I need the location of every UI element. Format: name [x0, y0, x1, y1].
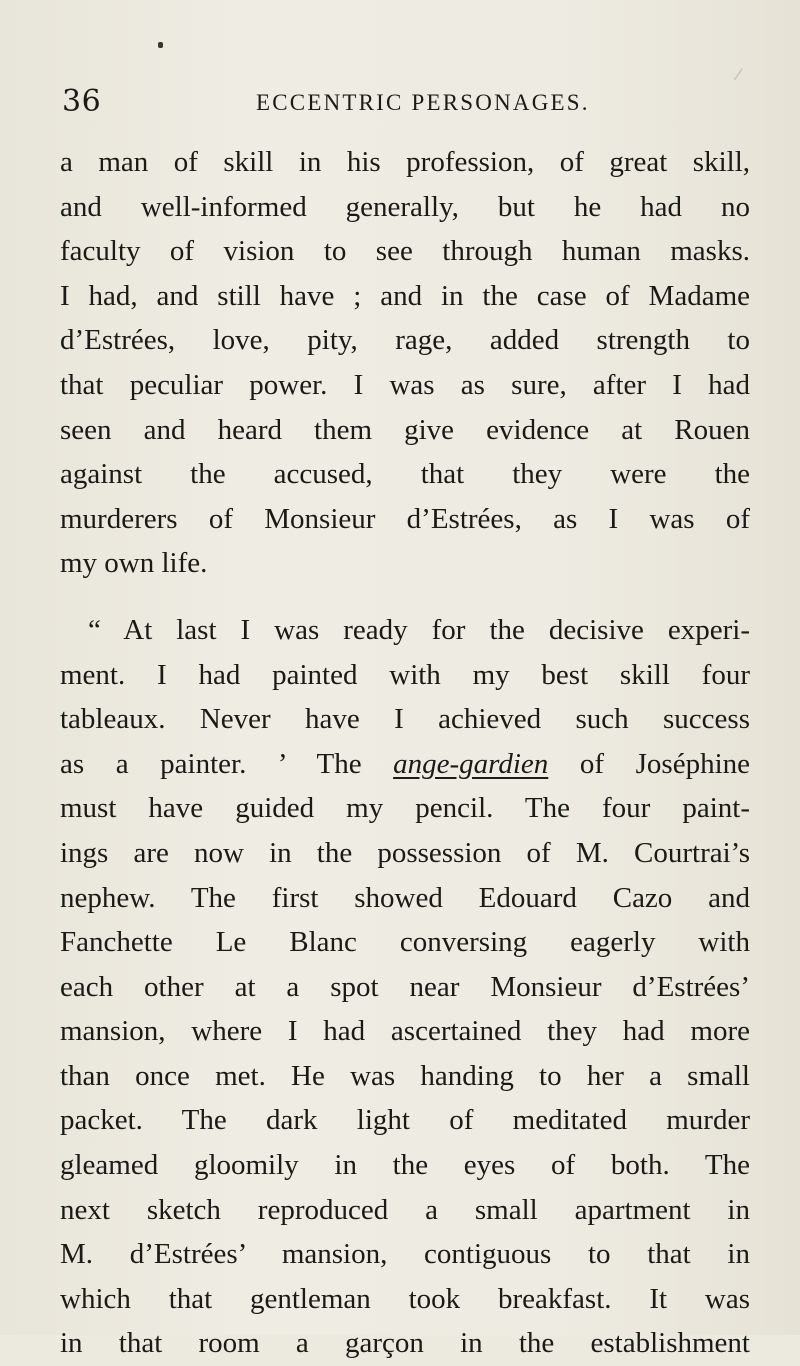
text-line-with-italic — [60, 742, 750, 787]
text-line: M. d’Estrées’ mansion, contiguous to that in — [60, 1238, 750, 1271]
paragraph-gap — [60, 586, 750, 608]
text-line: mansion, where I had ascertained they had more — [60, 1015, 750, 1048]
text-line: and well-informed generally, but he had no — [60, 190, 750, 223]
ink-speck — [158, 42, 163, 48]
text-line: I had, and still have ; and in the case of Madame — [60, 279, 750, 312]
text-line: tableaux. Never have I achieved such success — [60, 703, 750, 736]
text-line: my own life. — [60, 547, 208, 580]
text-line: seen and heard them give evidence at Rouen — [60, 413, 750, 446]
text-line: against the accused, that they were the — [60, 458, 750, 491]
text-line: a man of skill in his profession, of great skill, — [60, 146, 750, 178]
text-line: ment. I had painted with my best skill four — [60, 658, 750, 691]
text-line: which that gentleman took breakfast. It was — [60, 1282, 750, 1315]
text-segment: of Joséphine — [548, 747, 750, 780]
text-line: d’Estrées, love, pity, rage, added strength to — [60, 324, 750, 357]
paragraph-1 — [60, 140, 750, 586]
paragraph-2 — [60, 608, 750, 1366]
text-line: nephew. The first showed Edouard Cazo and — [60, 881, 750, 914]
italic-phrase: ange-gardien — [393, 747, 549, 780]
text-line: packet. The dark light of meditated murder — [60, 1104, 750, 1137]
text-line: each other at a spot near Monsieur d’Estrées’ — [60, 970, 750, 1003]
text-line: next sketch reproduced a small apartment in — [60, 1193, 750, 1226]
running-head: ECCENTRIC PERSONAGES. — [256, 90, 590, 115]
text-line: than once met. He was handing to her a small — [60, 1059, 750, 1092]
text-line: Fanchette Le Blanc conversing eagerly with — [60, 926, 750, 959]
text-line: that peculiar power. I was as sure, after I had — [60, 368, 750, 401]
text-line: ings are now in the possession of M. Courtrai’s — [60, 836, 750, 869]
text-line: in that room a garçon in the establishment — [60, 1327, 750, 1360]
text-segment: as a painter. ’ The — [60, 747, 394, 780]
page-number: 36 — [62, 84, 102, 119]
body-text — [60, 140, 750, 1366]
text-line: gleamed gloomily in the eyes of both. The — [60, 1149, 750, 1182]
text-line: faculty of vision to see through human masks. — [60, 235, 750, 268]
text-line: must have guided my pencil. The four paint- — [60, 792, 750, 825]
page-header — [60, 84, 750, 124]
text-line: murderers of Monsieur d’Estrées, as I was of — [60, 502, 750, 535]
text-line: “ At last I was ready for the decisive experi- — [88, 613, 750, 646]
